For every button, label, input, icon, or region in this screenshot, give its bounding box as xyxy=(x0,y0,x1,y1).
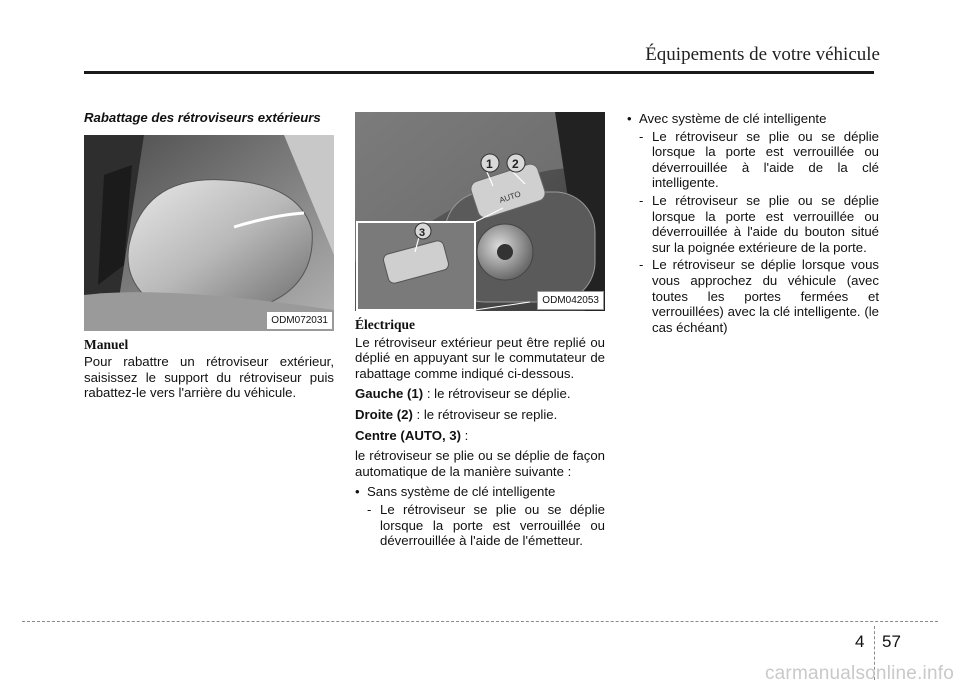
center-desc: le rétroviseur se plie ou se déplie de façon automatique de la manière suivante : xyxy=(355,448,605,479)
mirror-figure xyxy=(84,135,334,331)
dash-text: Le rétroviseur se déplie lorsque vous vous approchez du véhicule (avec toutes les portes fermées et verrouillées) avec la clé intelligente. (le cas échéant) xyxy=(652,257,879,335)
figure-code: ODM042053 xyxy=(537,291,604,310)
manual-title: Manuel xyxy=(84,336,129,352)
right-text: : le rétroviseur se replie. xyxy=(412,406,558,422)
left-line xyxy=(355,386,605,402)
watermark: carmanualsonline.info xyxy=(764,663,954,684)
bullet-dot: • xyxy=(627,111,632,126)
bullet-dot: • xyxy=(355,484,360,500)
left-label: Gauche (1) xyxy=(355,386,424,402)
dash-item: - Le rétroviseur se plie ou se déplie lorsque la porte est verrouillée ou déverrouillée à l'aide de l'émetteur. xyxy=(367,501,605,549)
page-number: 57 xyxy=(882,632,901,651)
center-text: : xyxy=(461,427,469,443)
column-middle xyxy=(355,112,605,551)
bullet-text: Sans système de clé intelligente xyxy=(367,484,556,500)
section-title: Rabattage des rétroviseurs extérieurs xyxy=(84,110,321,125)
bullet-smart-key xyxy=(627,111,879,127)
figure-code: ODM072031 xyxy=(266,311,333,330)
column-left xyxy=(84,110,334,406)
callout-2: 2 xyxy=(512,157,519,171)
callout-1: 1 xyxy=(486,157,493,171)
footer-rule xyxy=(22,621,938,622)
dash-item: - Le rétroviseur se déplie lorsque vous vous approchez du véhicule (avec toutes les portes fermées et verrouillées) avec la clé intelligente. (le cas échéant) xyxy=(639,257,879,335)
mirror-photo xyxy=(84,135,334,331)
dash-item: - Le rétroviseur se plie ou se déplie lorsque la porte est verrouillée ou déverrouillée à l'aide de la clé intelligente. xyxy=(639,128,879,191)
dash-item: - Le rétroviseur se plie ou se déplie lorsque la porte est verrouillée ou déverrouillée à l'aide du bouton situé sur la poignée extérieure de la porte. xyxy=(639,192,879,255)
dash-text: Le rétroviseur se plie ou se déplie lorsque la porte est verrouillée ou déverrouillée à l'aide de la clé intelligente. xyxy=(652,128,879,191)
right-line xyxy=(355,407,605,423)
manual-text: Pour rabattre un rétroviseur extérieur, saisissez le support du rétroviseur puis rabattez-le vers l'arrière du véhicule. xyxy=(84,354,334,401)
header-title: Équipements de votre véhicule xyxy=(645,44,880,65)
left-text: : le rétroviseur se déplie. xyxy=(423,386,571,402)
right-label: Droite (2) xyxy=(355,406,413,422)
switch-figure xyxy=(355,112,605,311)
bullet-text: Avec système de clé intelligente xyxy=(639,111,827,126)
dash-text: Le rétroviseur se plie ou se déplie lorsque la porte est verrouillée ou déverrouillée à l'aide du bouton situé sur la poignée extérieure de la porte. xyxy=(652,192,879,255)
switch-text: AUTO xyxy=(498,189,522,205)
electric-intro: Le rétroviseur extérieur peut être replié ou déplié en appuyant sur le commutateur de rabattage comme indiqué ci-dessous. xyxy=(355,334,605,381)
center-line xyxy=(355,428,605,444)
center-label: Centre (AUTO, 3) xyxy=(355,427,462,443)
switch-photo xyxy=(355,112,605,311)
bullet-no-smart-key xyxy=(355,484,605,500)
column-right xyxy=(627,111,879,337)
electric-title: Électrique xyxy=(355,317,415,332)
callout-3: 3 xyxy=(419,227,426,239)
dash-text: Le rétroviseur se plie ou se déplie lorsque la porte est verrouillée ou déverrouillée à l'aide de l'émetteur. xyxy=(380,501,605,549)
chapter-number: 4 xyxy=(855,632,865,651)
header-rule xyxy=(84,71,874,74)
